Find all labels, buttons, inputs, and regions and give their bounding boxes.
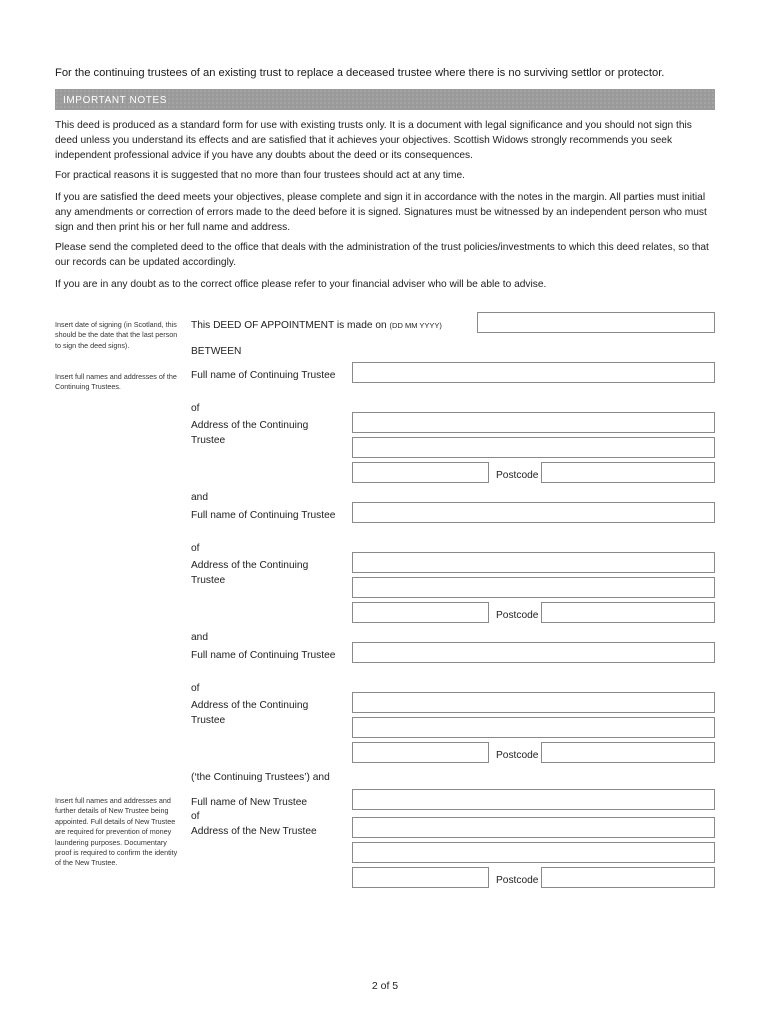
continuing-trustee-3-name-input[interactable]	[352, 642, 715, 663]
side-note-continuing-trustees: Insert full names and addresses of the Continuing Trustees.	[55, 372, 177, 392]
of-label: of	[191, 543, 200, 554]
postcode-label: Postcode	[496, 750, 539, 761]
important-notes-label: IMPORTANT NOTES	[63, 95, 168, 106]
deed-date-input[interactable]	[477, 312, 715, 333]
postcode-label: Postcode	[496, 470, 539, 481]
new-trustee-postcode-input[interactable]	[541, 867, 715, 888]
note-paragraph: If you are satisfied the deed meets your objectives, please complete and sign it in accordance with the notes in the margin. All parties must initial any amendments or correction of errors made to the deed before it is signed. Signatures must be witnessed by an independent person who must sign and then print his or her full name and address.	[55, 192, 707, 233]
important-notes-header	[55, 89, 715, 110]
address-continuing-label: Address of the Continuing Trustee	[191, 560, 309, 586]
note-paragraph: If you are in any doubt as to the correct office please refer to your financial adviser who will be able to advise.	[55, 279, 547, 290]
continuing-trustee-2-address-line-2[interactable]	[352, 577, 715, 598]
full-name-continuing-label: Full name of Continuing Trustee	[191, 370, 336, 381]
between-label: BETWEEN	[191, 346, 242, 357]
continuing-trustee-3-address-line-2[interactable]	[352, 717, 715, 738]
continuing-trustee-1-address-line-1[interactable]	[352, 412, 715, 433]
full-name-continuing-label: Full name of Continuing Trustee	[191, 510, 336, 521]
postcode-label: Postcode	[496, 610, 539, 621]
continuing-trustee-3-postcode-input[interactable]	[541, 742, 715, 763]
full-name-new-label: Full name of New Trustee	[191, 797, 308, 808]
of-label: of	[191, 683, 200, 694]
postcode-label: Postcode	[496, 875, 539, 886]
page-number: 2 of 5	[371, 980, 399, 992]
new-trustee-address-line-1[interactable]	[352, 817, 715, 838]
and-label: and	[191, 492, 208, 503]
continuing-trustee-2-name-input[interactable]	[352, 502, 715, 523]
new-trustee-name-input[interactable]	[352, 789, 715, 810]
new-trustee-address-line-2[interactable]	[352, 842, 715, 863]
date-format-hint: (DD MM YYYY)	[389, 321, 442, 330]
deed-made-on-label	[191, 319, 442, 334]
full-name-continuing-label: Full name of Continuing Trustee	[191, 650, 336, 661]
note-paragraph: Please send the completed deed to the office that deals with the administration of the trust policies/investments to which this deed relates, so that our records can be updated accordingly.	[55, 242, 709, 268]
note-paragraph: This deed is produced as a standard form for use with existing trusts only. It is a document with legal significance and you should not sign this deed unless you understand its effects and are satisfied that it achieves your objectives. Scottish Widows strongly recommends you seek independent professional advice if you have any doubts about the deed or its consequences.	[55, 120, 692, 161]
address-continuing-label: Address of the Continuing Trustee	[191, 700, 309, 726]
continuing-trustee-3-address-line-3[interactable]	[352, 742, 489, 763]
note-paragraph: For practical reasons it is suggested that no more than four trustees should act at any time.	[55, 170, 465, 181]
new-trustee-address-line-3[interactable]	[352, 867, 489, 888]
of-label: of	[191, 403, 200, 414]
side-note-new-trustee: Insert full names and addresses and further details of New Trustee being appointed. Full details of New Trustee are required for prevention of money laundering purposes. Documentary proof is required to confirm the identity of the New Trustee.	[55, 796, 178, 868]
address-continuing-label: Address of the Continuing Trustee	[191, 420, 309, 446]
continuing-trustee-3-address-line-1[interactable]	[352, 692, 715, 713]
continuing-trustee-2-postcode-input[interactable]	[541, 602, 715, 623]
and-label: and	[191, 632, 208, 643]
document-title: For the continuing trustees of an existing trust to replace a deceased trustee where there is no surviving settlor or protector.	[55, 67, 665, 79]
continuing-trustee-1-address-line-2[interactable]	[352, 437, 715, 458]
continuing-trustee-1-postcode-input[interactable]	[541, 462, 715, 483]
deed-made-on-text: This DEED OF APPOINTMENT is made on	[191, 320, 387, 331]
side-note-date: Insert date of signing (in Scotland, this should be the date that the last person to sign the deed signs).	[55, 320, 178, 350]
of-label: of	[191, 811, 200, 822]
continuing-trustees-label: (‘the Continuing Trustees’) and	[191, 772, 330, 783]
continuing-trustee-2-address-line-3[interactable]	[352, 602, 489, 623]
continuing-trustee-2-address-line-1[interactable]	[352, 552, 715, 573]
continuing-trustee-1-address-line-3[interactable]	[352, 462, 489, 483]
continuing-trustee-1-name-input[interactable]	[352, 362, 715, 383]
address-new-label: Address of the New Trustee	[191, 826, 317, 837]
